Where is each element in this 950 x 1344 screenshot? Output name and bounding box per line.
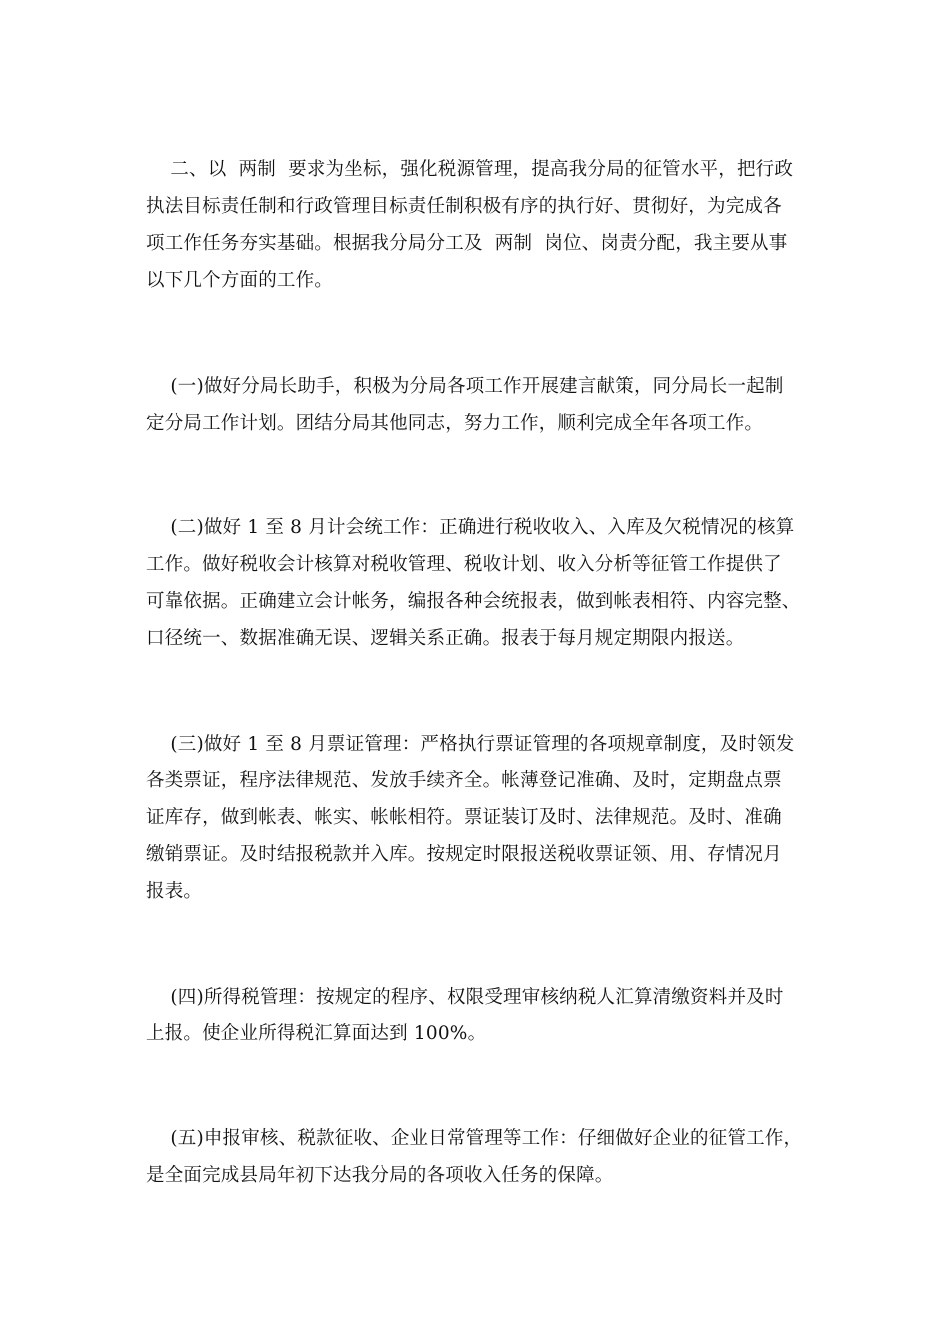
- text-line: 可靠依据。正确建立会计帐务，编报各种会统报表，做到帐表相符、内容完整、: [146, 591, 801, 612]
- text-line: 执法目标责任制和行政管理目标责任制积极有序的执行好、贯彻好，为完成各: [146, 196, 782, 217]
- text-line: (一)做好分局长助手，积极为分局各项工作开展建言献策，同分局长一起制: [146, 376, 784, 397]
- text-line: 二、以 两制 要求为坐标，强化税源管理，提高我分局的征管水平，把行政: [146, 159, 794, 180]
- text-line: 工作。做好税收会计核算对税收管理、税收计划、收入分析等征管工作提供了: [146, 554, 782, 575]
- text-line: 项工作任务夯实基础。根据我分局分工及 两制 岗位、岗责分配，我主要从事: [146, 233, 788, 254]
- text-line: 以下几个方面的工作。: [146, 270, 334, 291]
- text-line: 缴销票证。及时结报税款并入库。按规定时限报送税收票证领、用、存情况月: [146, 844, 782, 865]
- text-line: 证库存，做到帐表、帐实、帐帐相符。票证装订及时、法律规范。及时、准确: [146, 807, 782, 828]
- text-line: (三)做好 1 至 8 月票证管理：严格执行票证管理的各项规章制度，及时领发: [146, 734, 795, 755]
- text-line: 口径统一、数据准确无误、逻辑关系正确。报表于每月规定期限内报送。: [146, 628, 745, 649]
- text-line: (二)做好 1 至 8 月计会统工作：正确进行税收收入、入库及欠税情况的核算: [146, 517, 795, 538]
- text-line: 报表。: [146, 881, 203, 902]
- text-line: (五)申报审核、税款征收、企业日常管理等工作：仔细做好企业的征管工作，: [146, 1128, 803, 1149]
- text-line: 各类票证，程序法律规范、发放手续齐全。帐薄登记准确、及时，定期盘点票: [146, 770, 782, 791]
- text-line: 定分局工作计划。团结分局其他同志，努力工作，顺利完成全年各项工作。: [146, 413, 764, 434]
- text-line: 上报。使企业所得税汇算面达到 100%。: [146, 1023, 487, 1044]
- text-line: (四)所得税管理：按规定的程序、权限受理审核纳税人汇算清缴资料并及时: [146, 987, 784, 1008]
- text-line: 是全面完成县局年初下达我分局的各项收入任务的保障。: [146, 1165, 614, 1186]
